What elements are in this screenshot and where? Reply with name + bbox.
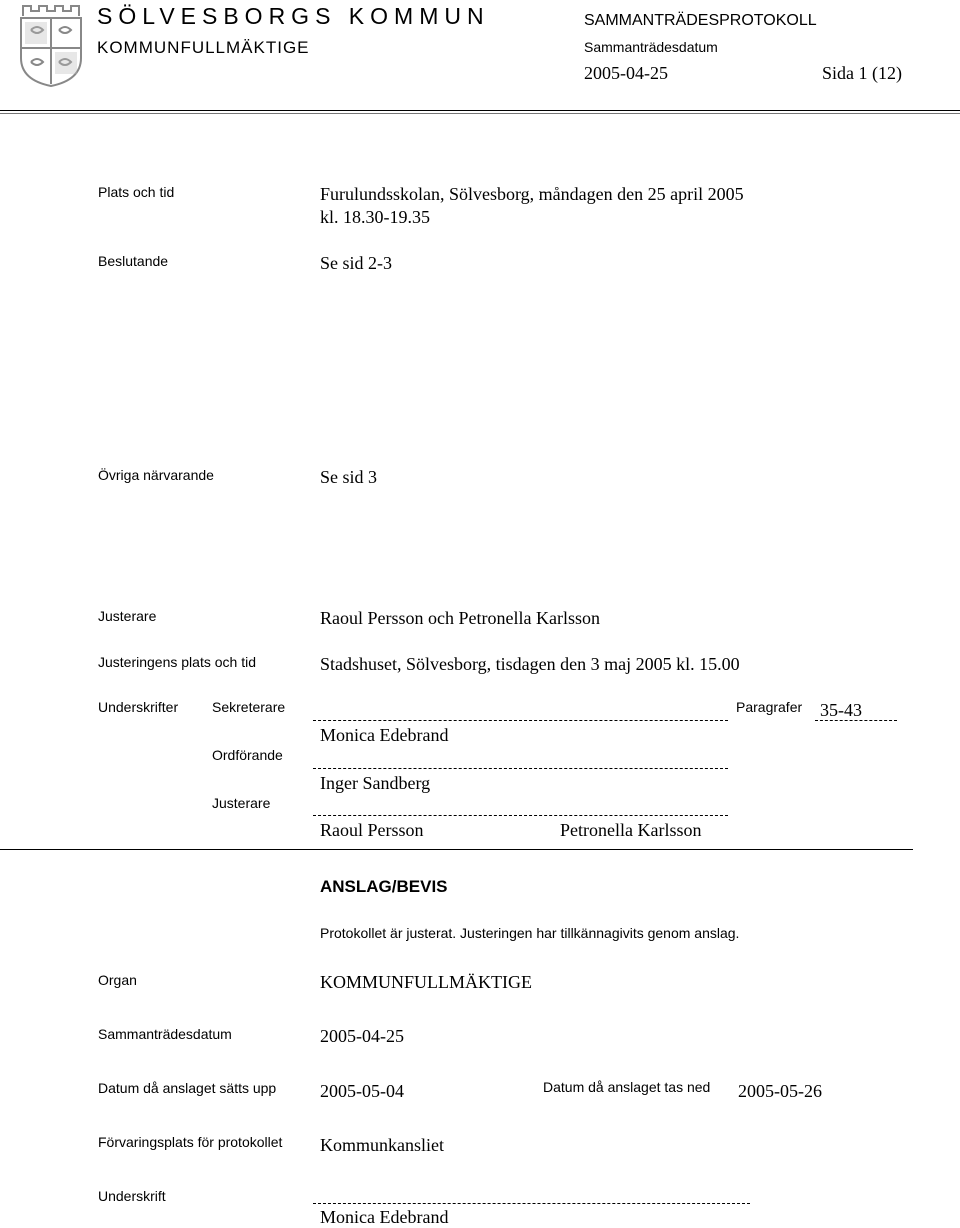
date-label: Sammanträdesdatum [584, 39, 718, 55]
storage-value: Kommunkansliet [320, 1135, 444, 1155]
paragraphs-label: Paragrafer [736, 699, 803, 715]
signatures-divider [0, 849, 913, 850]
removed-label: Datum då anslaget tas ned [543, 1079, 711, 1095]
organ-label: Organ [98, 972, 137, 988]
municipality-name: SÖLVESBORGS KOMMUN [97, 3, 490, 29]
header-divider-secondary [0, 113, 960, 114]
adjuster-sign-label: Justerare [212, 795, 271, 811]
notice-text: Protokollet är justerat. Justeringen har tillkännagivits genom anslag. [320, 925, 740, 941]
adjust-place-label: Justeringens plats och tid [98, 654, 256, 670]
coat-of-arms-icon [17, 2, 85, 88]
chair-name: Inger Sandberg [320, 773, 431, 793]
secretary-label: Sekreterare [212, 699, 286, 715]
adjust-place-value: Stadshuset, Sölvesborg, tisdagen den 3 maj 2005 kl. 15.00 [320, 654, 740, 674]
adjusters-value: Raoul Persson och Petronella Karlsson [320, 608, 600, 628]
notice-date-value: 2005-04-25 [320, 1026, 404, 1046]
notice-date-label: Sammanträdesdatum [98, 1026, 232, 1042]
storage-label: Förvaringsplats för protokollet [98, 1134, 283, 1150]
others-label: Övriga närvarande [98, 467, 214, 483]
secretary-signature-line [313, 720, 728, 721]
posted-label: Datum då anslaget sätts upp [98, 1080, 277, 1096]
adjuster1-name: Raoul Persson [320, 820, 424, 840]
adjusters-label: Justerare [98, 608, 157, 624]
paragraphs-line [815, 720, 897, 721]
adjuster-signature-line [313, 815, 728, 816]
header-divider [0, 110, 960, 111]
deciding-value: Se sid 2-3 [320, 253, 392, 273]
chair-signature-line [313, 768, 728, 769]
others-value: Se sid 3 [320, 467, 378, 487]
page-number: Sida 1 (12) [822, 63, 902, 83]
organ-value: KOMMUNFULLMÄKTIGE [320, 972, 532, 992]
paragraphs-value: 35-43 [820, 700, 862, 720]
meeting-date: 2005-04-25 [584, 63, 668, 83]
chair-label: Ordförande [212, 747, 283, 763]
posted-value: 2005-05-04 [320, 1081, 404, 1101]
deciding-label: Beslutande [98, 253, 169, 269]
notice-signature-line [313, 1203, 750, 1204]
place-value-line1: Furulundsskolan, Sölvesborg, måndagen den 25 april 2005 [320, 184, 744, 204]
adjuster2-name: Petronella Karlsson [560, 820, 702, 840]
document-type: SAMMANTRÄDESPROTOKOLL [584, 12, 817, 29]
signatures-label: Underskrifter [98, 699, 179, 715]
notice-title: ANSLAG/BEVIS [320, 877, 448, 896]
secretary-name: Monica Edebrand [320, 725, 449, 745]
place-value-line2: kl. 18.30-19.35 [320, 207, 430, 227]
removed-value: 2005-05-26 [738, 1081, 822, 1101]
place-label: Plats och tid [98, 184, 175, 200]
signature-label: Underskrift [98, 1188, 166, 1204]
body-name: KOMMUNFULLMÄKTIGE [97, 38, 310, 57]
notice-signature-name: Monica Edebrand [320, 1207, 449, 1227]
